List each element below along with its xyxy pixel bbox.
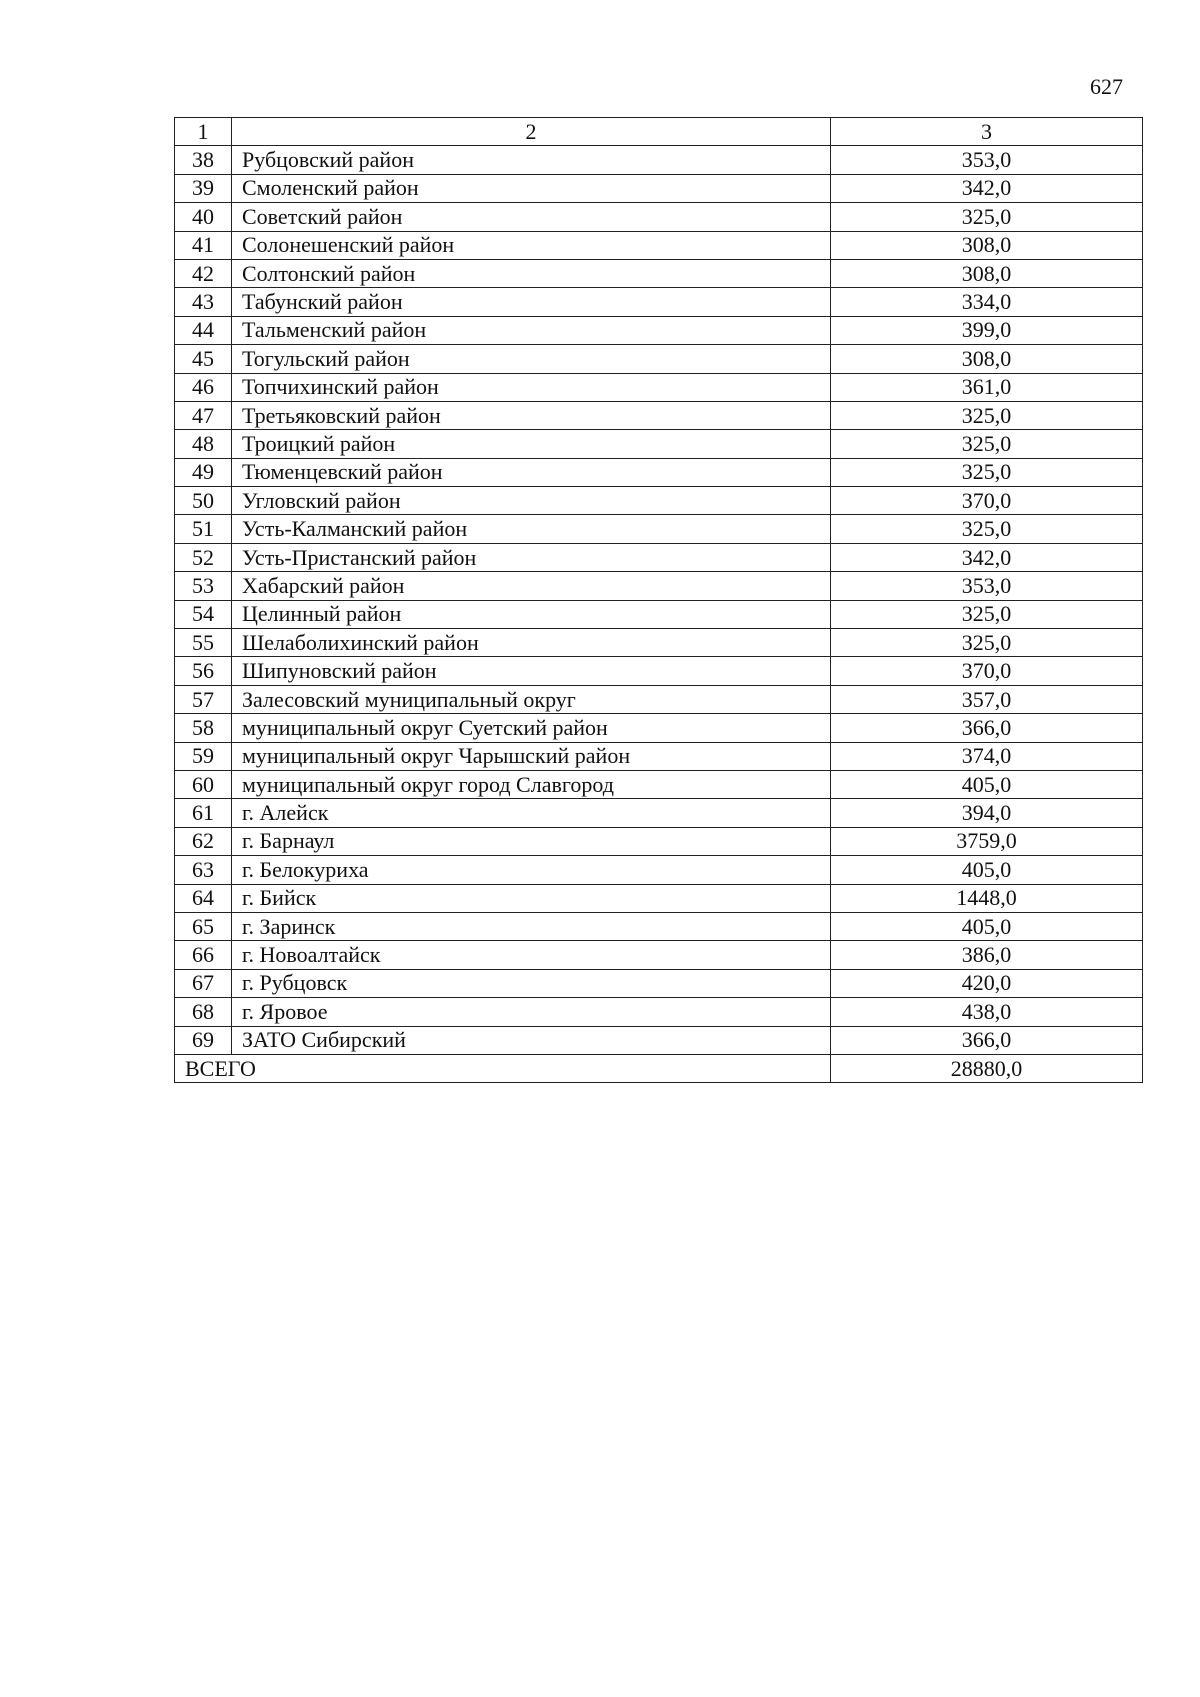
row-number: 54 <box>175 600 232 628</box>
allocation-value: 353,0 <box>831 572 1143 600</box>
municipality-name: Тальменский район <box>232 316 831 344</box>
allocation-table <box>174 117 1143 1083</box>
municipality-name: Солтонский район <box>232 259 831 287</box>
row-number: 55 <box>175 629 232 657</box>
allocation-value: 399,0 <box>831 316 1143 344</box>
allocation-value: 361,0 <box>831 373 1143 401</box>
allocation-value: 1448,0 <box>831 884 1143 912</box>
municipality-name: г. Бийск <box>232 884 831 912</box>
row-number: 49 <box>175 458 232 486</box>
allocation-value: 405,0 <box>831 856 1143 884</box>
table-row <box>175 288 1143 316</box>
table-row <box>175 515 1143 543</box>
allocation-value: 420,0 <box>831 969 1143 997</box>
allocation-value: 325,0 <box>831 600 1143 628</box>
row-number: 60 <box>175 770 232 798</box>
municipality-name: г. Алейск <box>232 799 831 827</box>
table-header-row <box>175 118 1143 146</box>
table-row <box>175 799 1143 827</box>
total-value: 28880,0 <box>831 1054 1143 1082</box>
row-number: 52 <box>175 543 232 571</box>
table-row <box>175 174 1143 202</box>
row-number: 61 <box>175 799 232 827</box>
municipality-name: Смоленский район <box>232 174 831 202</box>
allocation-value: 325,0 <box>831 458 1143 486</box>
municipality-name: Шипуновский район <box>232 657 831 685</box>
municipality-name: Рубцовский район <box>232 146 831 174</box>
municipality-name: Троицкий район <box>232 430 831 458</box>
row-number: 65 <box>175 912 232 940</box>
allocation-value: 366,0 <box>831 714 1143 742</box>
table-row <box>175 1026 1143 1054</box>
table-row <box>175 941 1143 969</box>
row-number: 46 <box>175 373 232 401</box>
table-row <box>175 770 1143 798</box>
table-row <box>175 714 1143 742</box>
table-row <box>175 685 1143 713</box>
allocation-value: 325,0 <box>831 430 1143 458</box>
column-header-1: 1 <box>175 118 232 146</box>
row-number: 67 <box>175 969 232 997</box>
row-number: 53 <box>175 572 232 600</box>
allocation-value: 308,0 <box>831 259 1143 287</box>
row-number: 40 <box>175 203 232 231</box>
municipality-name: Целинный район <box>232 600 831 628</box>
row-number: 62 <box>175 827 232 855</box>
row-number: 51 <box>175 515 232 543</box>
row-number: 39 <box>175 174 232 202</box>
table-row <box>175 856 1143 884</box>
table-row <box>175 458 1143 486</box>
allocation-value: 438,0 <box>831 998 1143 1026</box>
allocation-value: 342,0 <box>831 543 1143 571</box>
table-row <box>175 572 1143 600</box>
row-number: 44 <box>175 316 232 344</box>
allocation-value: 366,0 <box>831 1026 1143 1054</box>
page-number: 627 <box>1090 74 1123 99</box>
municipality-name: г. Барнаул <box>232 827 831 855</box>
municipality-name: Шелаболихинский район <box>232 629 831 657</box>
allocation-value: 308,0 <box>831 345 1143 373</box>
row-number: 41 <box>175 231 232 259</box>
table-row <box>175 969 1143 997</box>
total-label: ВСЕГО <box>175 1054 831 1082</box>
table-row <box>175 487 1143 515</box>
row-number: 59 <box>175 742 232 770</box>
allocation-value: 353,0 <box>831 146 1143 174</box>
table-row <box>175 657 1143 685</box>
row-number: 68 <box>175 998 232 1026</box>
allocation-value: 386,0 <box>831 941 1143 969</box>
table-row <box>175 316 1143 344</box>
row-number: 48 <box>175 430 232 458</box>
municipality-name: г. Белокуриха <box>232 856 831 884</box>
allocation-value: 325,0 <box>831 401 1143 429</box>
row-number: 50 <box>175 487 232 515</box>
table-row <box>175 827 1143 855</box>
table-row <box>175 629 1143 657</box>
row-number: 47 <box>175 401 232 429</box>
row-number: 45 <box>175 345 232 373</box>
allocation-value: 394,0 <box>831 799 1143 827</box>
allocation-value: 374,0 <box>831 742 1143 770</box>
municipality-name: г. Рубцовск <box>232 969 831 997</box>
table-row <box>175 543 1143 571</box>
table-row <box>175 345 1143 373</box>
table-row <box>175 884 1143 912</box>
column-header-2: 2 <box>232 118 831 146</box>
municipality-name: Усть-Пристанский район <box>232 543 831 571</box>
municipality-name: Усть-Калманский район <box>232 515 831 543</box>
table-row <box>175 373 1143 401</box>
row-number: 66 <box>175 941 232 969</box>
municipality-name: Тогульский район <box>232 345 831 373</box>
row-number: 63 <box>175 856 232 884</box>
municipality-name: муниципальный округ Чарышский район <box>232 742 831 770</box>
allocation-value: 325,0 <box>831 203 1143 231</box>
column-header-3: 3 <box>831 118 1143 146</box>
municipality-name: Угловский район <box>232 487 831 515</box>
table-row <box>175 231 1143 259</box>
municipality-name: Хабарский район <box>232 572 831 600</box>
table-row <box>175 998 1143 1026</box>
row-number: 38 <box>175 146 232 174</box>
table-row <box>175 401 1143 429</box>
municipality-name: г. Новоалтайск <box>232 941 831 969</box>
allocation-value: 405,0 <box>831 912 1143 940</box>
table-row <box>175 146 1143 174</box>
row-number: 57 <box>175 685 232 713</box>
row-number: 43 <box>175 288 232 316</box>
allocation-value: 342,0 <box>831 174 1143 202</box>
allocation-value: 325,0 <box>831 515 1143 543</box>
table-row <box>175 742 1143 770</box>
allocation-value: 308,0 <box>831 231 1143 259</box>
municipality-name: г. Яровое <box>232 998 831 1026</box>
municipality-name: г. Заринск <box>232 912 831 940</box>
allocation-value: 370,0 <box>831 487 1143 515</box>
row-number: 69 <box>175 1026 232 1054</box>
municipality-name: Топчихинский район <box>232 373 831 401</box>
municipality-name: Третьяковский район <box>232 401 831 429</box>
municipality-name: Советский район <box>232 203 831 231</box>
allocation-value: 325,0 <box>831 629 1143 657</box>
row-number: 56 <box>175 657 232 685</box>
allocation-value: 405,0 <box>831 770 1143 798</box>
allocation-value: 357,0 <box>831 685 1143 713</box>
table-row <box>175 600 1143 628</box>
row-number: 42 <box>175 259 232 287</box>
allocation-value: 3759,0 <box>831 827 1143 855</box>
table-row <box>175 203 1143 231</box>
allocation-value: 370,0 <box>831 657 1143 685</box>
row-number: 64 <box>175 884 232 912</box>
row-number: 58 <box>175 714 232 742</box>
table-row <box>175 430 1143 458</box>
municipality-name: муниципальный округ город Славгород <box>232 770 831 798</box>
table-row <box>175 912 1143 940</box>
allocation-value: 334,0 <box>831 288 1143 316</box>
municipality-name: муниципальный округ Суетский район <box>232 714 831 742</box>
municipality-name: Табунский район <box>232 288 831 316</box>
municipality-name: Тюменцевский район <box>232 458 831 486</box>
total-row <box>175 1054 1143 1082</box>
table-row <box>175 259 1143 287</box>
municipality-name: Солонешенский район <box>232 231 831 259</box>
municipality-name: Залесовский муниципальный округ <box>232 685 831 713</box>
municipality-name: ЗАТО Сибирский <box>232 1026 831 1054</box>
